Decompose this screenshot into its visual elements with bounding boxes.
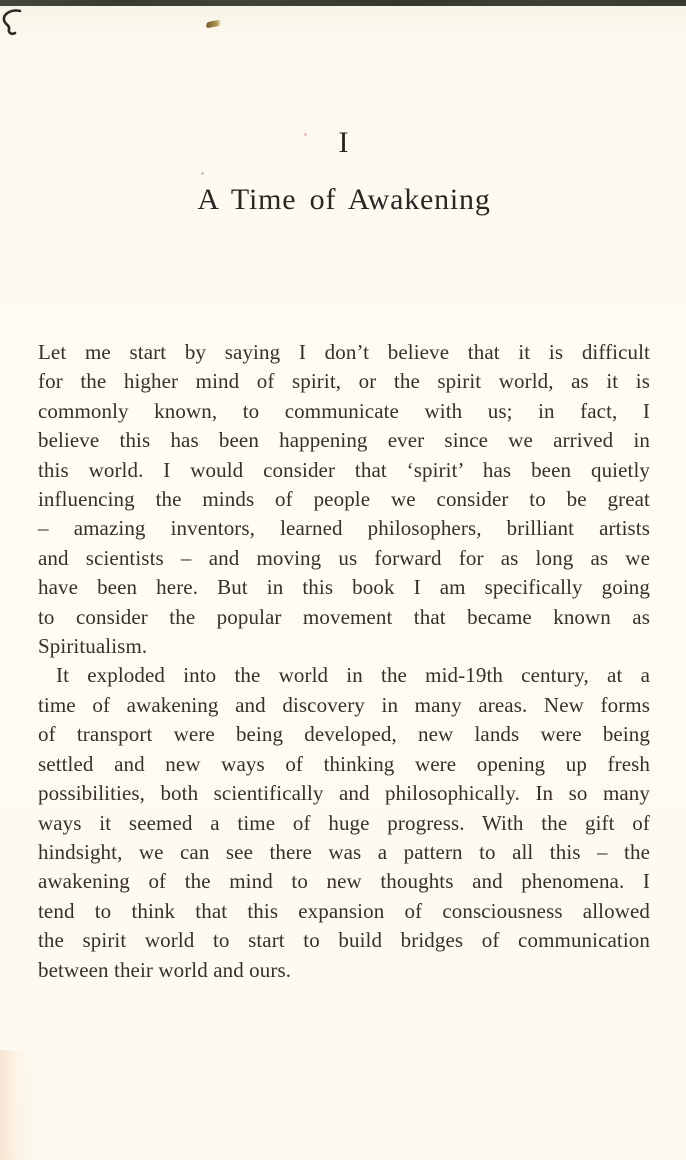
page-body bbox=[38, 338, 650, 985]
text-line: tend to think that this expansion of consciousness allowed bbox=[38, 898, 650, 923]
text-line: settled and new ways of thinking were opening up fresh bbox=[38, 751, 650, 776]
text-line: between their world and ours. bbox=[38, 957, 292, 982]
text-line: believe this has been happening ever since we arrived in bbox=[38, 428, 650, 453]
text-line: to consider the popular movement that became known as bbox=[38, 604, 650, 629]
text-line: ways it seemed a time of huge progress. With the gift of bbox=[38, 810, 650, 835]
text-line: influencing the minds of people we consider to be great bbox=[38, 487, 650, 512]
brown-smudge bbox=[206, 20, 222, 29]
text-line: have been here. But in this book I am specifically going bbox=[38, 575, 650, 600]
text-line: It exploded into the world in the mid-19th century, at a bbox=[56, 663, 650, 688]
chapter-title: A Time of Awakening bbox=[197, 183, 491, 216]
text-line: Spiritualism. bbox=[38, 634, 148, 659]
text-line: of transport were being developed, new lands were being bbox=[38, 722, 650, 747]
text-line: and scientists – and moving us forward for as long as we bbox=[38, 545, 650, 570]
chapter-number: I bbox=[338, 126, 350, 159]
text-line: time of awakening and discovery in many areas. New forms bbox=[38, 692, 650, 717]
text-line: Let me start by saying I don’t believe that it is difficult bbox=[38, 340, 650, 364]
text-line: commonly known, to communicate with us; in fact, I bbox=[38, 398, 650, 423]
scan-edge-top bbox=[0, 0, 686, 6]
paragraph bbox=[38, 338, 650, 661]
text-line: the spirit world to start to build bridges of communication bbox=[38, 928, 650, 953]
text-line: possibilities, both scientifically and philosophically. In so many bbox=[38, 781, 650, 806]
text-line: hindsight, we can see there was a pattern to all this – the bbox=[38, 839, 650, 864]
text-line: this world. I would consider that ‘spirit’ has been quietly bbox=[38, 457, 650, 482]
paper-speck bbox=[201, 172, 204, 175]
pen-squiggle-mark bbox=[0, 8, 24, 40]
text-line: – amazing inventors, learned philosophers, brilliant artists bbox=[38, 516, 650, 541]
paragraph bbox=[38, 661, 650, 984]
text-line: awakening of the mind to new thoughts and phenomena. I bbox=[38, 869, 650, 894]
text-line: for the higher mind of spirit, or the spirit world, as it is bbox=[38, 369, 650, 394]
